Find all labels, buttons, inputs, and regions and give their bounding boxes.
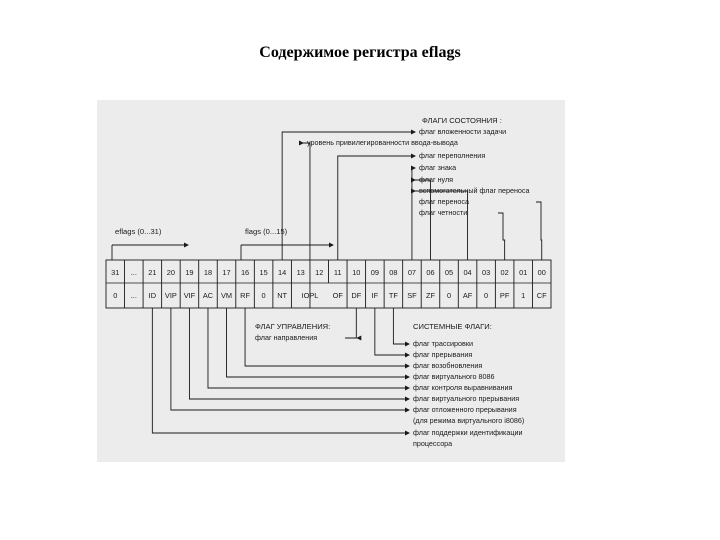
bit-number-4: 19 bbox=[185, 268, 194, 277]
bit-number-22: 01 bbox=[519, 268, 528, 277]
control-flag-header: ФЛАГ УПРАВЛЕНИЯ: bbox=[255, 322, 331, 331]
control-label-df: флаг направления bbox=[255, 333, 318, 342]
bit-number-23: 00 bbox=[537, 268, 546, 277]
status-flags-header: ФЛАГИ СОСТОЯНИЯ : bbox=[422, 116, 502, 125]
system-label-ac: флаг контроля выравнивания bbox=[413, 383, 513, 392]
flag-name-12: OF bbox=[332, 291, 343, 300]
status-label-iopl: уровень привилегированности ввода-вывода bbox=[307, 138, 458, 147]
system-label-id-cont: процессора bbox=[413, 439, 453, 448]
flag-name-2: ID bbox=[148, 291, 157, 300]
bit-number-11: 12 bbox=[315, 268, 324, 277]
bit-number-15: 08 bbox=[389, 268, 398, 277]
flag-name-4: VIF bbox=[183, 291, 196, 300]
status-label-zf: флаг нуля bbox=[419, 175, 454, 184]
flag-name-7: RF bbox=[240, 291, 250, 300]
system-label-vif: флаг виртуального прерывания bbox=[413, 394, 520, 403]
system-label-vip: флаг отложенного прерывания bbox=[413, 405, 517, 414]
flag-name-17: ZF bbox=[425, 291, 435, 300]
bit-number-16: 07 bbox=[407, 268, 417, 277]
system-label-rf: флаг возобновления bbox=[413, 361, 483, 370]
bit-number-19: 04 bbox=[463, 268, 472, 277]
system-label-if: флаг прерывания bbox=[413, 350, 473, 359]
system-label-vip-note: (для режима виртуального i8086) bbox=[413, 416, 525, 425]
status-label-pf: флаг четности bbox=[419, 208, 468, 217]
bit-number-1: ... bbox=[130, 268, 137, 277]
bit-number-18: 05 bbox=[444, 268, 454, 277]
bit-number-6: 17 bbox=[222, 268, 231, 277]
status-label-sf: флаг знака bbox=[419, 163, 457, 172]
status-label-nt: флаг вложенности задачи bbox=[419, 127, 507, 136]
system-label-tf: флаг трассировки bbox=[413, 339, 474, 348]
bit-number-9: 14 bbox=[278, 268, 287, 277]
flag-name-20: 0 bbox=[484, 291, 489, 300]
flag-name-8: 0 bbox=[261, 291, 266, 300]
slide-title: Содержимое регистра eflags bbox=[259, 44, 461, 61]
system-flags-header: СИСТЕМНЫЕ ФЛАГИ: bbox=[413, 322, 492, 331]
bit-number-20: 03 bbox=[481, 268, 491, 277]
flag-name-6: VM bbox=[220, 291, 233, 300]
flag-name-0: 0 bbox=[113, 291, 118, 300]
bit-number-0: 31 bbox=[111, 268, 120, 277]
bit-number-13: 10 bbox=[352, 268, 361, 277]
flag-name-1: ... bbox=[130, 291, 137, 300]
bit-number-12: 11 bbox=[333, 268, 342, 277]
bit-number-21: 02 bbox=[500, 268, 509, 277]
flag-name-18: 0 bbox=[446, 291, 452, 300]
system-label-id: флаг поддержки идентификации bbox=[413, 428, 523, 437]
flag-name-16: SF bbox=[407, 291, 417, 300]
flag-name-5: AC bbox=[202, 291, 214, 300]
flags-range-label: flags (0...15) bbox=[245, 227, 288, 236]
system-label-vm: флаг виртуального 8086 bbox=[413, 372, 495, 381]
flag-name-22: 1 bbox=[521, 291, 526, 300]
bit-number-2: 21 bbox=[148, 268, 157, 277]
flag-name-14: IF bbox=[371, 291, 379, 300]
flag-name-23: CF bbox=[536, 291, 547, 300]
flag-name-19: AF bbox=[462, 291, 473, 300]
flag-name-10: IOPL bbox=[301, 291, 319, 300]
eflags-range-label: eflags (0...31) bbox=[115, 227, 162, 236]
register-diagram bbox=[97, 100, 565, 462]
bit-number-10: 13 bbox=[296, 268, 305, 277]
bit-number-14: 09 bbox=[370, 268, 379, 277]
status-label-cf: флаг переноса bbox=[419, 197, 470, 206]
bit-number-5: 18 bbox=[203, 268, 213, 277]
flag-name-15: TF bbox=[388, 291, 398, 300]
flag-name-21: PF bbox=[499, 291, 510, 300]
bit-number-17: 06 bbox=[426, 268, 435, 277]
flag-name-13: DF bbox=[351, 291, 362, 300]
flag-name-3: VIP bbox=[164, 291, 177, 300]
status-label-of: флаг переполнения bbox=[419, 151, 486, 160]
flag-name-9: NT bbox=[277, 291, 288, 300]
status-label-af: вспомогательный флаг переноса bbox=[419, 186, 530, 195]
bit-number-7: 16 bbox=[240, 268, 250, 277]
bit-number-3: 20 bbox=[166, 268, 176, 277]
bit-number-8: 15 bbox=[259, 268, 268, 277]
